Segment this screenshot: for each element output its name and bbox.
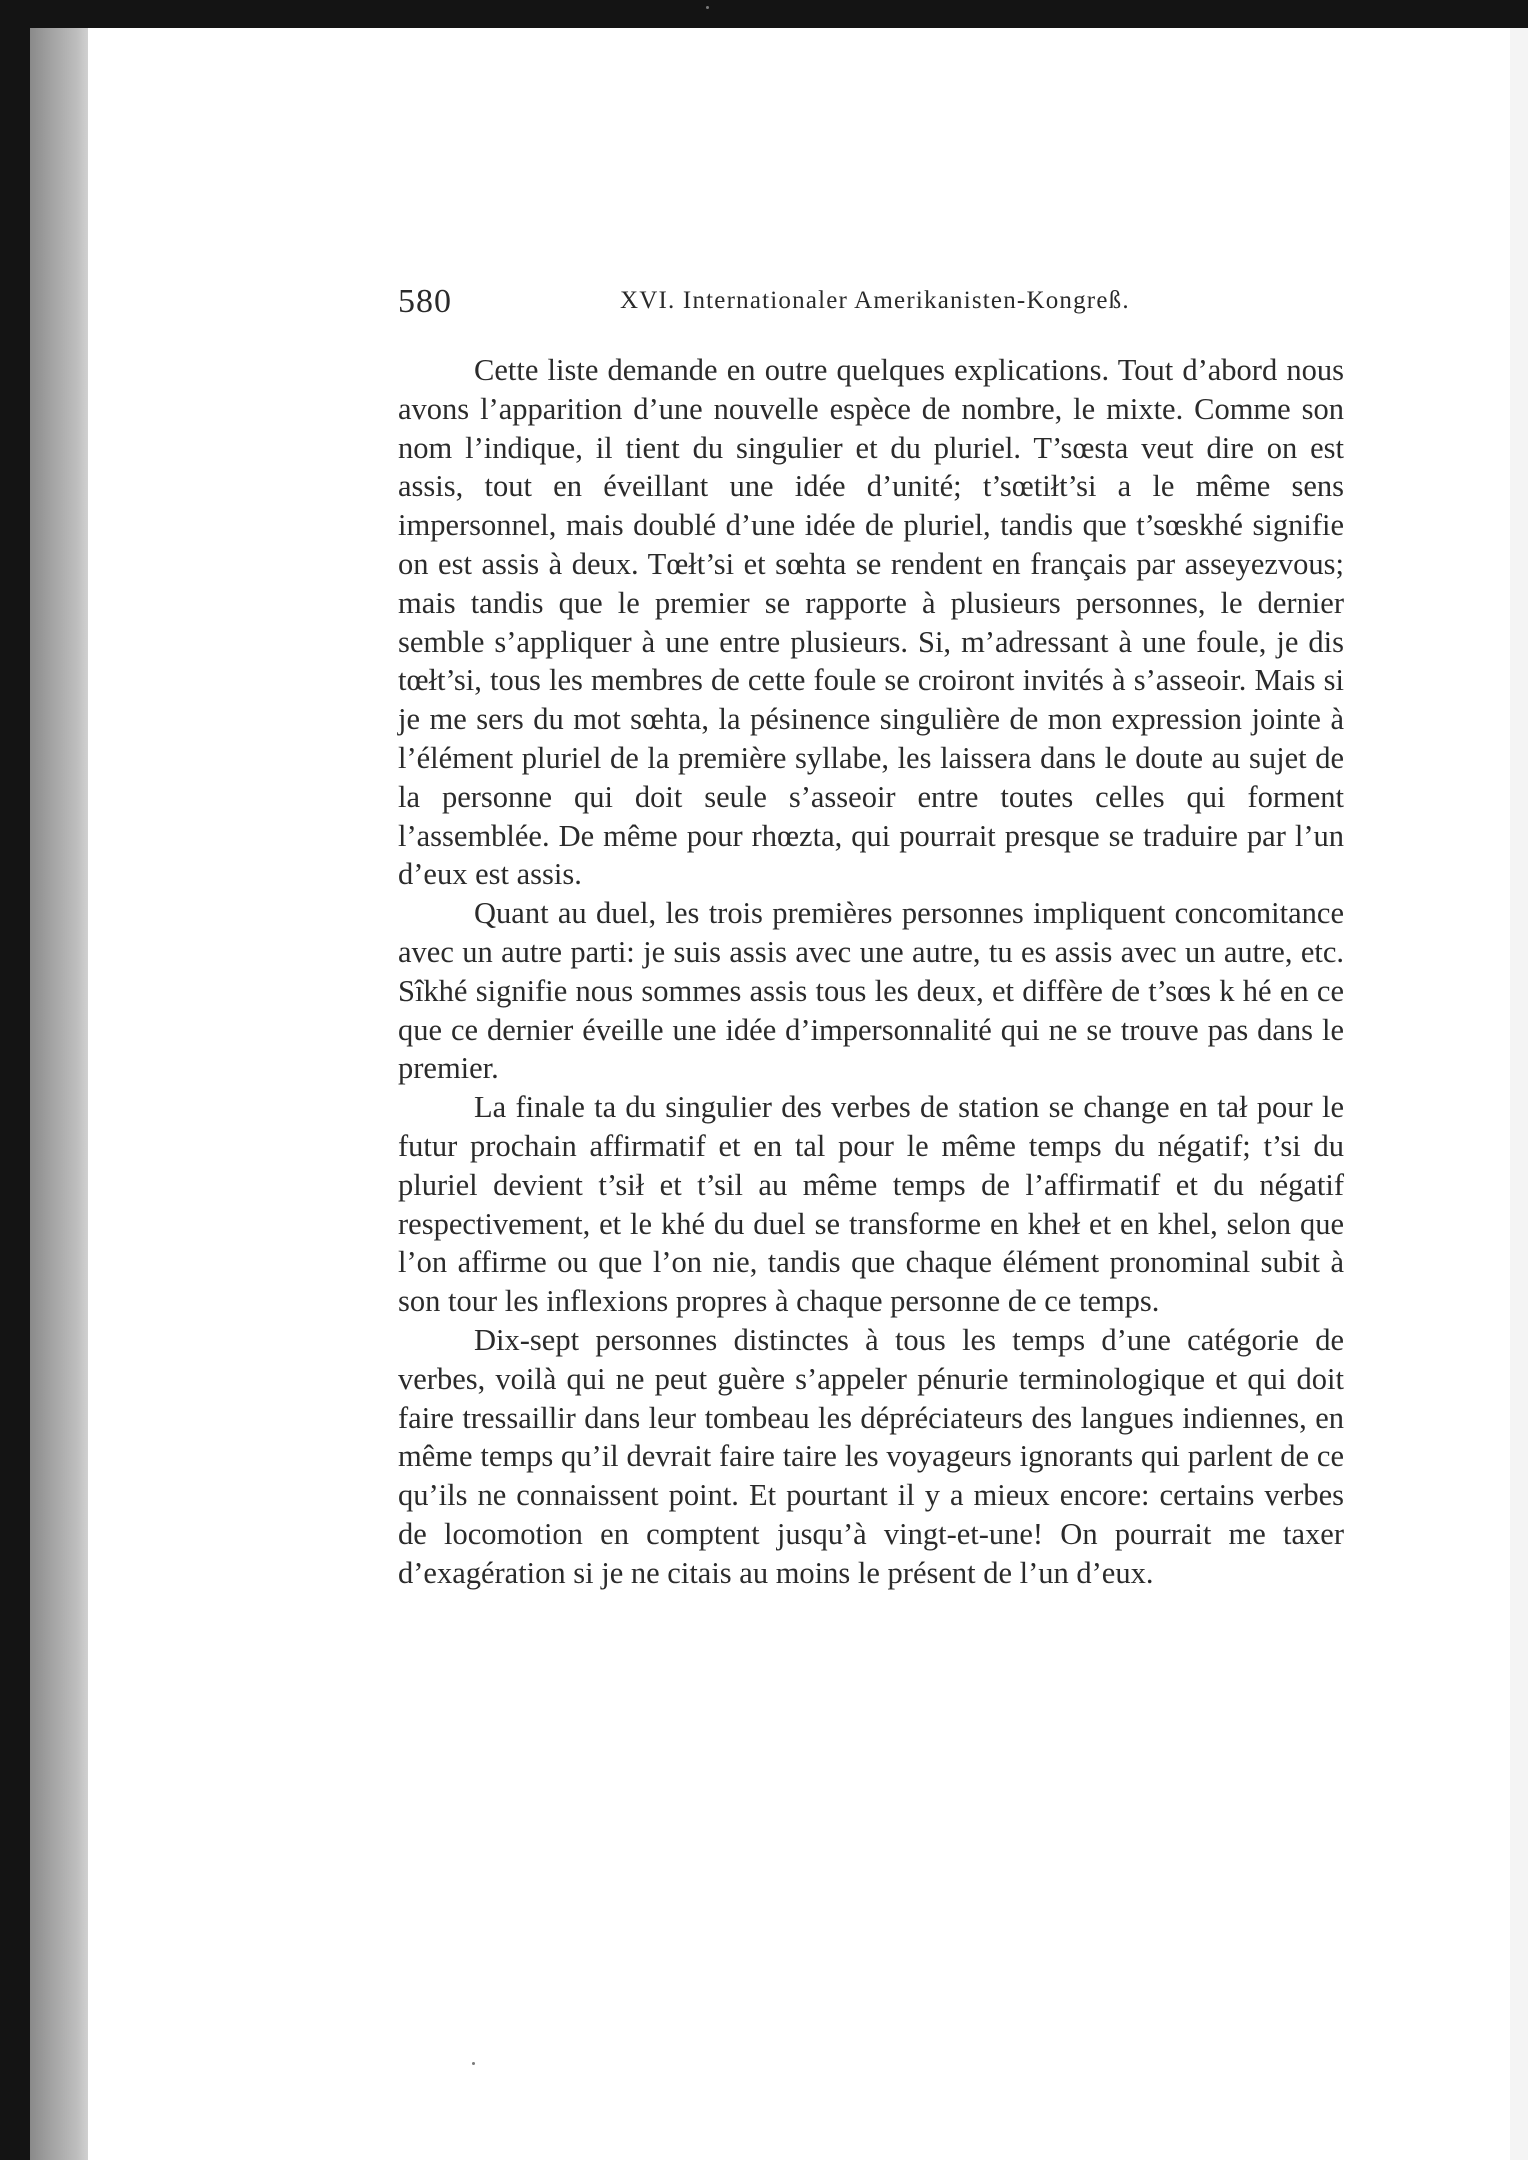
- paragraph-3: La finale ta du singulier des verbes de station se change en tał pour le futur prochain affirmatif et en tal pour le même temps du négatif; t’si du pluriel devient t’sił et t’sil au même temps de l’affirmatif et du négatif respectivement, et le khé du duel se transforme en kheł et en khel, selon que l’on affirme ou que l’on nie, tandis que chaque élément pronominal subit à son tour les inflexions propres à chaque personne de ce temps.: [398, 1090, 1344, 1319]
- page-number: 580: [398, 283, 452, 320]
- running-title: XVI. Internationaler Amerikanisten-Kongreß.: [620, 287, 1130, 314]
- paragraph-4: Dix-sept personnes distinctes à tous les temps d’une catégorie de verbes, voilà qui ne peut guère s’appeler pénurie terminologique et qui doit faire tressaillir dans leur tombeau les dépréciateurs des langues indiennes, en même temps qu’il devrait faire taire les voyageurs ignorants qui parlent de ce qu’ils ne connaissent point. Et pourtant il y a mieux encore: certains verbes de locomotion en comptent jusqu’à vingt-et-une! On pourrait me taxer d’exagération si je ne citais au moins le présent de l’un d’eux.: [398, 1322, 1344, 1590]
- scan-speck: [472, 2062, 475, 2065]
- body-text: [398, 351, 1344, 1593]
- page-edge: [1510, 28, 1528, 2160]
- paragraph-2: Quant au duel, les trois premières personnes impliquent concomitance avec un autre parti: je suis assis avec une autre, tu es assis avec un autre, etc. Sîkhé signifie nous sommes assis tous les deux, et diffère de t’sœs k hé en ce que ce dernier éveille une idée d’impersonnalité qui ne se trouve pas dans le premier.: [398, 896, 1344, 1086]
- paragraph-1: Cette liste demande en outre quelques explications. Tout d’abord nous avons l’apparition d’une nouvelle espèce de nombre, le mixte. Comme son nom l’indique, il tient du singulier et du pluriel. T’sœsta veut dire on est assis, tout en éveillant une idée d’unité; t’sœtiłt’si a le même sens impersonnel, mais doublé d’une idée de pluriel, tandis que t’sœskhé signifie on est assis à deux. Tœłt’si et sœhta se rendent en français par asseyezvous; mais tandis que le premier se rapporte à plusieurs personnes, le dernier semble s’appliquer à une entre plusieurs. Si, m’adressant à une foule, je dis tœłt’si, tous les membres de cette foule se croiront invités à s’asseoir. Mais si je me sers du mot sœhta, la pésinence singulière de mon expression jointe à l’élément pluriel de la première syllabe, les laissera dans le doute au sujet de la personne qui doit seule s’asseoir entre toutes celles qui forment l’assemblée. De même pour rhœzta, qui pourrait presque se traduire par l’un d’eux est assis.: [398, 353, 1344, 892]
- running-header: [398, 283, 1344, 323]
- book-spine-shadow: [30, 28, 92, 2160]
- scan-speck: [706, 6, 709, 9]
